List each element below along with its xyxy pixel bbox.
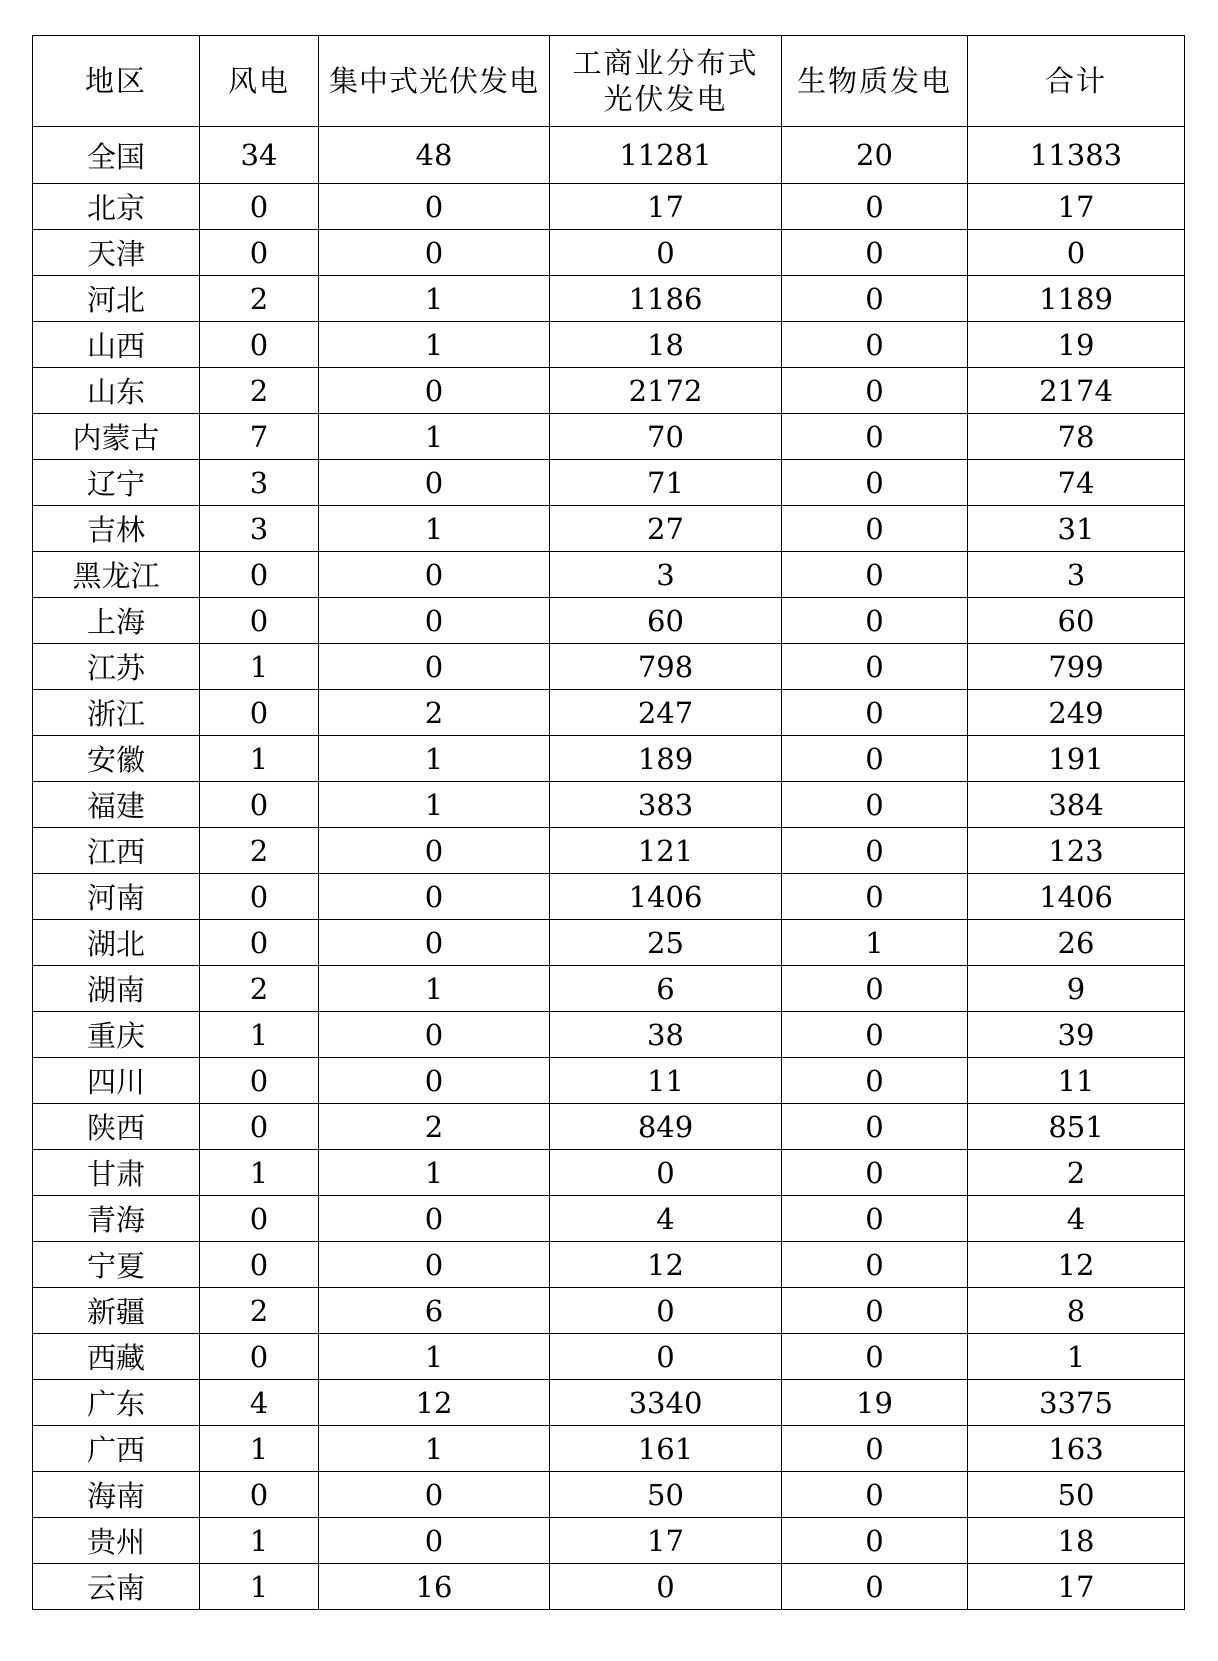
centralized-pv-cell: 0 (319, 1196, 550, 1242)
centralized-pv-cell: 0 (319, 368, 550, 414)
wind-cell: 34 (200, 127, 319, 184)
region-cell: 河南 (33, 874, 200, 920)
total-cell: 11383 (968, 127, 1185, 184)
wind-cell: 0 (200, 184, 319, 230)
wind-cell: 2 (200, 276, 319, 322)
table-row (33, 828, 1185, 874)
region-cell: 甘肃 (33, 1150, 200, 1196)
centralized-pv-cell: 1 (319, 736, 550, 782)
distributed-pv-cell: 27 (550, 506, 782, 552)
biomass-cell: 0 (782, 1472, 968, 1518)
distributed-pv-cell: 0 (550, 1288, 782, 1334)
centralized-pv-cell: 0 (319, 1518, 550, 1564)
header-biomass: 生物质发电 (782, 36, 968, 127)
header-region: 地区 (33, 36, 200, 127)
total-cell: 31 (968, 506, 1185, 552)
table-row (33, 782, 1185, 828)
region-cell: 西藏 (33, 1334, 200, 1380)
wind-cell: 0 (200, 782, 319, 828)
total-cell: 851 (968, 1104, 1185, 1150)
biomass-cell: 0 (782, 1150, 968, 1196)
table-row (33, 1196, 1185, 1242)
distributed-pv-cell: 60 (550, 598, 782, 644)
table-row (33, 506, 1185, 552)
total-cell: 1406 (968, 874, 1185, 920)
distributed-pv-cell: 0 (550, 230, 782, 276)
biomass-cell: 0 (782, 1196, 968, 1242)
region-cell: 北京 (33, 184, 200, 230)
region-cell: 新疆 (33, 1288, 200, 1334)
table-row (33, 460, 1185, 506)
table-row (33, 230, 1185, 276)
table-row (33, 966, 1185, 1012)
table-row (33, 1012, 1185, 1058)
biomass-cell: 0 (782, 1242, 968, 1288)
wind-cell: 1 (200, 1426, 319, 1472)
total-cell: 9 (968, 966, 1185, 1012)
header-total: 合计 (968, 36, 1185, 127)
table-row (33, 1150, 1185, 1196)
distributed-pv-cell: 25 (550, 920, 782, 966)
region-cell: 贵州 (33, 1518, 200, 1564)
wind-cell: 1 (200, 644, 319, 690)
total-cell: 249 (968, 690, 1185, 736)
distributed-pv-cell: 38 (550, 1012, 782, 1058)
distributed-pv-cell: 11 (550, 1058, 782, 1104)
centralized-pv-cell: 1 (319, 1334, 550, 1380)
centralized-pv-cell: 1 (319, 1426, 550, 1472)
wind-cell: 2 (200, 966, 319, 1012)
wind-cell: 4 (200, 1380, 319, 1426)
region-cell: 河北 (33, 276, 200, 322)
distributed-pv-cell: 161 (550, 1426, 782, 1472)
wind-cell: 0 (200, 1472, 319, 1518)
region-cell: 吉林 (33, 506, 200, 552)
total-cell: 2174 (968, 368, 1185, 414)
centralized-pv-cell: 0 (319, 1472, 550, 1518)
table-row (33, 1104, 1185, 1150)
wind-cell: 1 (200, 1564, 319, 1610)
biomass-cell: 0 (782, 598, 968, 644)
table-row (33, 414, 1185, 460)
biomass-cell: 0 (782, 460, 968, 506)
biomass-cell: 0 (782, 1426, 968, 1472)
centralized-pv-cell: 0 (319, 644, 550, 690)
table-row (33, 598, 1185, 644)
region-cell: 黑龙江 (33, 552, 200, 598)
region-cell: 湖南 (33, 966, 200, 1012)
biomass-cell: 0 (782, 874, 968, 920)
table-row (33, 1058, 1185, 1104)
distributed-pv-cell: 12 (550, 1242, 782, 1288)
biomass-cell: 0 (782, 1564, 968, 1610)
biomass-cell: 0 (782, 506, 968, 552)
total-cell: 19 (968, 322, 1185, 368)
biomass-cell: 0 (782, 230, 968, 276)
total-cell: 8 (968, 1288, 1185, 1334)
centralized-pv-cell: 1 (319, 322, 550, 368)
table-row (33, 874, 1185, 920)
wind-cell: 2 (200, 1288, 319, 1334)
total-cell: 50 (968, 1472, 1185, 1518)
biomass-cell: 0 (782, 414, 968, 460)
centralized-pv-cell: 0 (319, 184, 550, 230)
total-cell: 74 (968, 460, 1185, 506)
centralized-pv-cell: 0 (319, 460, 550, 506)
header-wind: 风电 (200, 36, 319, 127)
centralized-pv-cell: 0 (319, 552, 550, 598)
total-cell: 78 (968, 414, 1185, 460)
biomass-cell: 0 (782, 1104, 968, 1150)
table-row (33, 690, 1185, 736)
wind-cell: 0 (200, 1242, 319, 1288)
distributed-pv-cell: 1186 (550, 276, 782, 322)
table-row (33, 368, 1185, 414)
distributed-pv-cell: 50 (550, 1472, 782, 1518)
biomass-cell: 0 (782, 1518, 968, 1564)
wind-cell: 1 (200, 1012, 319, 1058)
total-cell: 163 (968, 1426, 1185, 1472)
distributed-pv-cell: 71 (550, 460, 782, 506)
wind-cell: 0 (200, 1196, 319, 1242)
biomass-cell: 0 (782, 1058, 968, 1104)
wind-cell: 2 (200, 828, 319, 874)
region-cell: 重庆 (33, 1012, 200, 1058)
distributed-pv-cell: 4 (550, 1196, 782, 1242)
total-cell: 0 (968, 230, 1185, 276)
header-distributed-pv: 工商业分布式光伏发电 (550, 36, 782, 127)
region-cell: 辽宁 (33, 460, 200, 506)
table-row (33, 276, 1185, 322)
header-centralized-pv: 集中式光伏发电 (319, 36, 550, 127)
region-cell: 全国 (33, 127, 200, 184)
distributed-pv-cell: 17 (550, 184, 782, 230)
table-row (33, 322, 1185, 368)
biomass-cell: 1 (782, 920, 968, 966)
total-cell: 11 (968, 1058, 1185, 1104)
wind-cell: 3 (200, 460, 319, 506)
distributed-pv-cell: 383 (550, 782, 782, 828)
biomass-cell: 0 (782, 184, 968, 230)
region-cell: 天津 (33, 230, 200, 276)
table-row (33, 127, 1185, 184)
region-cell: 宁夏 (33, 1242, 200, 1288)
centralized-pv-cell: 0 (319, 1012, 550, 1058)
table-row (33, 644, 1185, 690)
centralized-pv-cell: 16 (319, 1564, 550, 1610)
table-row (33, 1564, 1185, 1610)
data-table (32, 35, 1185, 1610)
total-cell: 4 (968, 1196, 1185, 1242)
wind-cell: 3 (200, 506, 319, 552)
table-row (33, 1380, 1185, 1426)
table-body (33, 127, 1185, 1610)
table-row (33, 552, 1185, 598)
wind-cell: 0 (200, 322, 319, 368)
table-row (33, 1288, 1185, 1334)
biomass-cell: 0 (782, 966, 968, 1012)
centralized-pv-cell: 2 (319, 1104, 550, 1150)
centralized-pv-cell: 0 (319, 230, 550, 276)
distributed-pv-cell: 6 (550, 966, 782, 1012)
region-cell: 海南 (33, 1472, 200, 1518)
wind-cell: 7 (200, 414, 319, 460)
centralized-pv-cell: 12 (319, 1380, 550, 1426)
table-row (33, 1426, 1185, 1472)
biomass-cell: 0 (782, 322, 968, 368)
distributed-pv-cell: 2172 (550, 368, 782, 414)
distributed-pv-cell: 189 (550, 736, 782, 782)
table-row (33, 1242, 1185, 1288)
centralized-pv-cell: 1 (319, 506, 550, 552)
region-cell: 广西 (33, 1426, 200, 1472)
region-cell: 福建 (33, 782, 200, 828)
biomass-cell: 0 (782, 736, 968, 782)
centralized-pv-cell: 0 (319, 1058, 550, 1104)
biomass-cell: 0 (782, 782, 968, 828)
biomass-cell: 19 (782, 1380, 968, 1426)
total-cell: 60 (968, 598, 1185, 644)
wind-cell: 0 (200, 598, 319, 644)
total-cell: 384 (968, 782, 1185, 828)
total-cell: 18 (968, 1518, 1185, 1564)
biomass-cell: 0 (782, 276, 968, 322)
region-cell: 上海 (33, 598, 200, 644)
distributed-pv-cell: 3 (550, 552, 782, 598)
region-cell: 江西 (33, 828, 200, 874)
wind-cell: 1 (200, 736, 319, 782)
table-row (33, 920, 1185, 966)
centralized-pv-cell: 1 (319, 782, 550, 828)
wind-cell: 0 (200, 1334, 319, 1380)
total-cell: 799 (968, 644, 1185, 690)
table-row (33, 736, 1185, 782)
table-row (33, 1518, 1185, 1564)
total-cell: 12 (968, 1242, 1185, 1288)
distributed-pv-cell: 18 (550, 322, 782, 368)
total-cell: 3375 (968, 1380, 1185, 1426)
wind-cell: 2 (200, 368, 319, 414)
distributed-pv-cell: 121 (550, 828, 782, 874)
biomass-cell: 0 (782, 1334, 968, 1380)
total-cell: 39 (968, 1012, 1185, 1058)
wind-cell: 0 (200, 690, 319, 736)
total-cell: 123 (968, 828, 1185, 874)
biomass-cell: 0 (782, 368, 968, 414)
wind-cell: 0 (200, 230, 319, 276)
centralized-pv-cell: 1 (319, 966, 550, 1012)
centralized-pv-cell: 0 (319, 828, 550, 874)
biomass-cell: 0 (782, 1012, 968, 1058)
total-cell: 3 (968, 552, 1185, 598)
region-cell: 山西 (33, 322, 200, 368)
centralized-pv-cell: 0 (319, 920, 550, 966)
total-cell: 1 (968, 1334, 1185, 1380)
total-cell: 26 (968, 920, 1185, 966)
wind-cell: 0 (200, 552, 319, 598)
distributed-pv-cell: 1406 (550, 874, 782, 920)
total-cell: 17 (968, 1564, 1185, 1610)
distributed-pv-cell: 247 (550, 690, 782, 736)
wind-cell: 0 (200, 1104, 319, 1150)
wind-cell: 0 (200, 920, 319, 966)
biomass-cell: 0 (782, 644, 968, 690)
region-cell: 四川 (33, 1058, 200, 1104)
total-cell: 191 (968, 736, 1185, 782)
distributed-pv-cell: 0 (550, 1334, 782, 1380)
distributed-pv-cell: 849 (550, 1104, 782, 1150)
centralized-pv-cell: 0 (319, 874, 550, 920)
biomass-cell: 0 (782, 1288, 968, 1334)
wind-cell: 0 (200, 874, 319, 920)
region-cell: 广东 (33, 1380, 200, 1426)
region-cell: 青海 (33, 1196, 200, 1242)
centralized-pv-cell: 0 (319, 1242, 550, 1288)
total-cell: 1189 (968, 276, 1185, 322)
centralized-pv-cell: 1 (319, 1150, 550, 1196)
region-cell: 江苏 (33, 644, 200, 690)
centralized-pv-cell: 2 (319, 690, 550, 736)
biomass-cell: 0 (782, 552, 968, 598)
wind-cell: 0 (200, 1058, 319, 1104)
distributed-pv-cell: 0 (550, 1564, 782, 1610)
distributed-pv-cell: 70 (550, 414, 782, 460)
region-cell: 湖北 (33, 920, 200, 966)
table-row (33, 1472, 1185, 1518)
region-cell: 云南 (33, 1564, 200, 1610)
header-row (33, 36, 1185, 127)
region-cell: 内蒙古 (33, 414, 200, 460)
distributed-pv-cell: 3340 (550, 1380, 782, 1426)
table-row (33, 1334, 1185, 1380)
biomass-cell: 0 (782, 690, 968, 736)
distributed-pv-cell: 0 (550, 1150, 782, 1196)
centralized-pv-cell: 1 (319, 414, 550, 460)
total-cell: 17 (968, 184, 1185, 230)
wind-cell: 1 (200, 1150, 319, 1196)
centralized-pv-cell: 0 (319, 598, 550, 644)
table-row (33, 184, 1185, 230)
centralized-pv-cell: 48 (319, 127, 550, 184)
wind-cell: 1 (200, 1518, 319, 1564)
biomass-cell: 20 (782, 127, 968, 184)
distributed-pv-cell: 11281 (550, 127, 782, 184)
centralized-pv-cell: 6 (319, 1288, 550, 1334)
region-cell: 山东 (33, 368, 200, 414)
distributed-pv-cell: 798 (550, 644, 782, 690)
total-cell: 2 (968, 1150, 1185, 1196)
region-cell: 陕西 (33, 1104, 200, 1150)
distributed-pv-cell: 17 (550, 1518, 782, 1564)
centralized-pv-cell: 1 (319, 276, 550, 322)
biomass-cell: 0 (782, 828, 968, 874)
region-cell: 安徽 (33, 736, 200, 782)
region-cell: 浙江 (33, 690, 200, 736)
